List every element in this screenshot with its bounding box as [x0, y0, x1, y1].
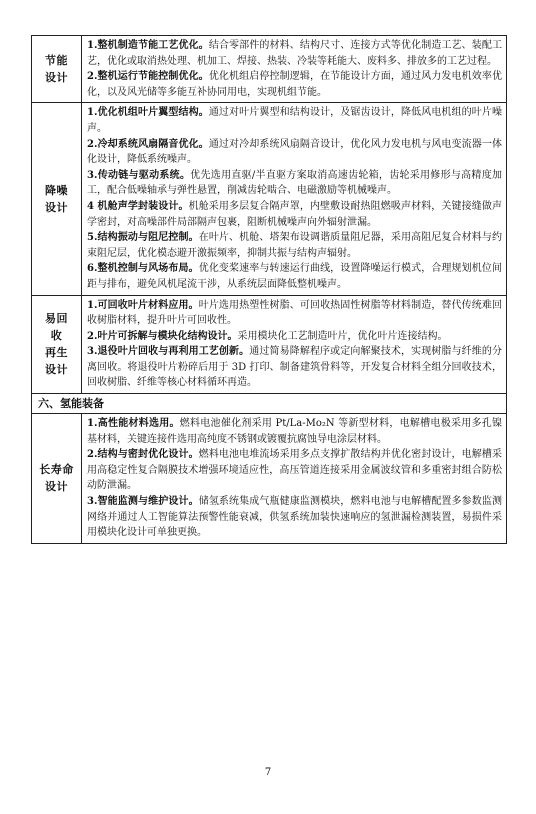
category-label: 长寿命 [39, 463, 74, 477]
section-heading: 六、氢能装备 [32, 394, 507, 414]
category-label: 设计 [45, 363, 68, 377]
content-cell [82, 103, 507, 295]
list-item [87, 261, 502, 292]
item-title: 2.冷却系统风扇隔音优化。 [87, 138, 209, 150]
item-title: 1.优化机组叶片翼型结构。 [87, 107, 209, 119]
list-item [87, 447, 502, 494]
category-label: 设计 [45, 200, 68, 214]
list-item [87, 105, 502, 136]
table-row [32, 414, 507, 544]
item-text: 通过对冷却系统风扇隔音设计，优化风力发电机与风电变流器一体化设计，降低系统噪声。 [87, 138, 502, 166]
page-number: 7 [264, 767, 272, 778]
content-cell [82, 295, 507, 394]
item-title: 5.结构振动与阻尼控制。 [87, 232, 199, 244]
item-text: 燃料电池催化剂采用 Pt/La-Mo₂N 等新型材料，电解槽电极采用多孔镍基材料，关键连接件选用高纯度不锈钢或镀覆抗腐蚀导电涂层材料。 [87, 418, 502, 445]
list-item [87, 298, 502, 329]
item-title: 3.退役叶片回收与再利用工艺创新。 [87, 346, 250, 358]
category-label: 再生 [45, 346, 68, 360]
item-title: 1.整机制造节能工艺优化。 [87, 40, 209, 51]
content-cell [82, 36, 507, 103]
item-text: 通过对叶片翼型和结构设计，及锯齿设计，降低风电机组的叶片噪声。 [87, 107, 502, 134]
item-text: 通过简易降解程序或定向解聚技术，实现树脂与纤维的分离回收。将退役叶片粉碎后用于 3D 打印、制备建筑骨料等，开发复合材料全组分回收技术，回收树脂、纤维等核心材料循环再造。 [87, 346, 502, 389]
table-row [32, 295, 507, 394]
category-label: 降噪 [45, 183, 68, 197]
item-text: 优化变桨速率与转速运行曲线，设置降噪运行模式，合理规划机位间距与排布，避免风机尾流干涉，从系统层面降低整机噪声。 [87, 263, 502, 290]
item-title: 2.叶片可拆解与模块化结构设计。 [87, 330, 238, 342]
list-item [87, 69, 502, 100]
item-title: 6.整机控制与风场布局。 [87, 263, 199, 275]
item-text: 储氢系统集成气瓶健康监测模块，燃料电池与电解槽配置多参数监测网络并通过人工智能算法预警性能衰减，供氢系统加装快速响应的氢泄漏检测装置，易损件采用模块化设计可单独更换。 [87, 496, 502, 539]
category-label: 设计 [45, 480, 68, 494]
document-page [31, 35, 507, 544]
table-row [32, 36, 507, 103]
list-item [87, 494, 502, 541]
list-item [87, 38, 502, 69]
design-requirements-table [31, 35, 507, 544]
category-label: 收 [50, 329, 63, 343]
list-item [87, 329, 502, 345]
item-title: 2.整机运行节能控制优化。 [87, 71, 209, 83]
item-title: 3.智能监测与维护设计。 [87, 496, 199, 508]
item-text: 采用模块化工艺制造叶片，优化叶片连接结构。 [237, 330, 448, 342]
category-cell [32, 36, 82, 103]
item-text: 在叶片、机舱、塔架布设调谐质量阻尼器，采用高阻尼复合材料与约束阻尼层，优化模态避开激振频率，抑制共振与结构声辐射。 [87, 232, 502, 259]
category-cell [32, 295, 82, 394]
item-title: 3.传动链与驱动系统。 [87, 169, 191, 181]
item-text: 结合零部件的材料、结构尺寸、连接方式等优化制造工艺、装配工艺，优化或取消热处理、机加工、焊接、热装、冷装等耗能大、废料多、排放多的工艺过程。 [87, 40, 502, 67]
list-item [87, 416, 502, 447]
item-title: 4 机舱声学封装设计。 [87, 200, 189, 212]
list-item [87, 199, 502, 230]
list-item [87, 344, 502, 391]
category-label: 易回 [45, 312, 68, 326]
item-text: 优化机组启停控制逻辑，在节能设计方面，通过风力发电机效率优化，以及风光储等多能互补协同用电，实现机组节能。 [87, 71, 502, 98]
section-row [32, 394, 507, 414]
category-label: 节能 [45, 54, 68, 68]
table-row [32, 103, 507, 295]
item-text: 机舱采用多层复合隔声罩，内壁敷设耐热阻燃吸声材料，关键接缝做声学密封，对高噪部件局部隔声包裹，阻断机械噪声向外辐射泄漏。 [87, 200, 502, 228]
list-item [87, 230, 502, 261]
item-text: 优先选用直驱/半直驱方案取消高速齿轮箱，齿轮采用修形与高精度加工，配合低噪轴承与弹性悬置，削减齿轮啮合、电磁激励等机械噪声。 [87, 169, 502, 197]
content-cell [82, 414, 507, 544]
list-item [87, 168, 502, 199]
category-cell [32, 103, 82, 295]
item-text: 叶片选用热塑性树脂、可回收热固性树脂等材料制造，替代传统难回收树脂材料，提升叶片可回收性。 [87, 299, 502, 327]
list-item [87, 137, 502, 168]
item-title: 1.可回收叶片材料应用。 [87, 299, 199, 311]
category-cell [32, 414, 82, 544]
item-title: 1.高性能材料选用。 [87, 418, 180, 430]
item-title: 2.结构与密封优化设计。 [87, 449, 199, 461]
category-label: 设计 [45, 71, 68, 85]
item-text: 燃料电池电堆流场采用多点支撑扩散结构并优化密封设计，电解槽采用高稳定性复合隔膜技术增强环境适应性，高压管道连接采用金属波纹管和多重密封组合防松动防泄漏。 [87, 449, 502, 492]
